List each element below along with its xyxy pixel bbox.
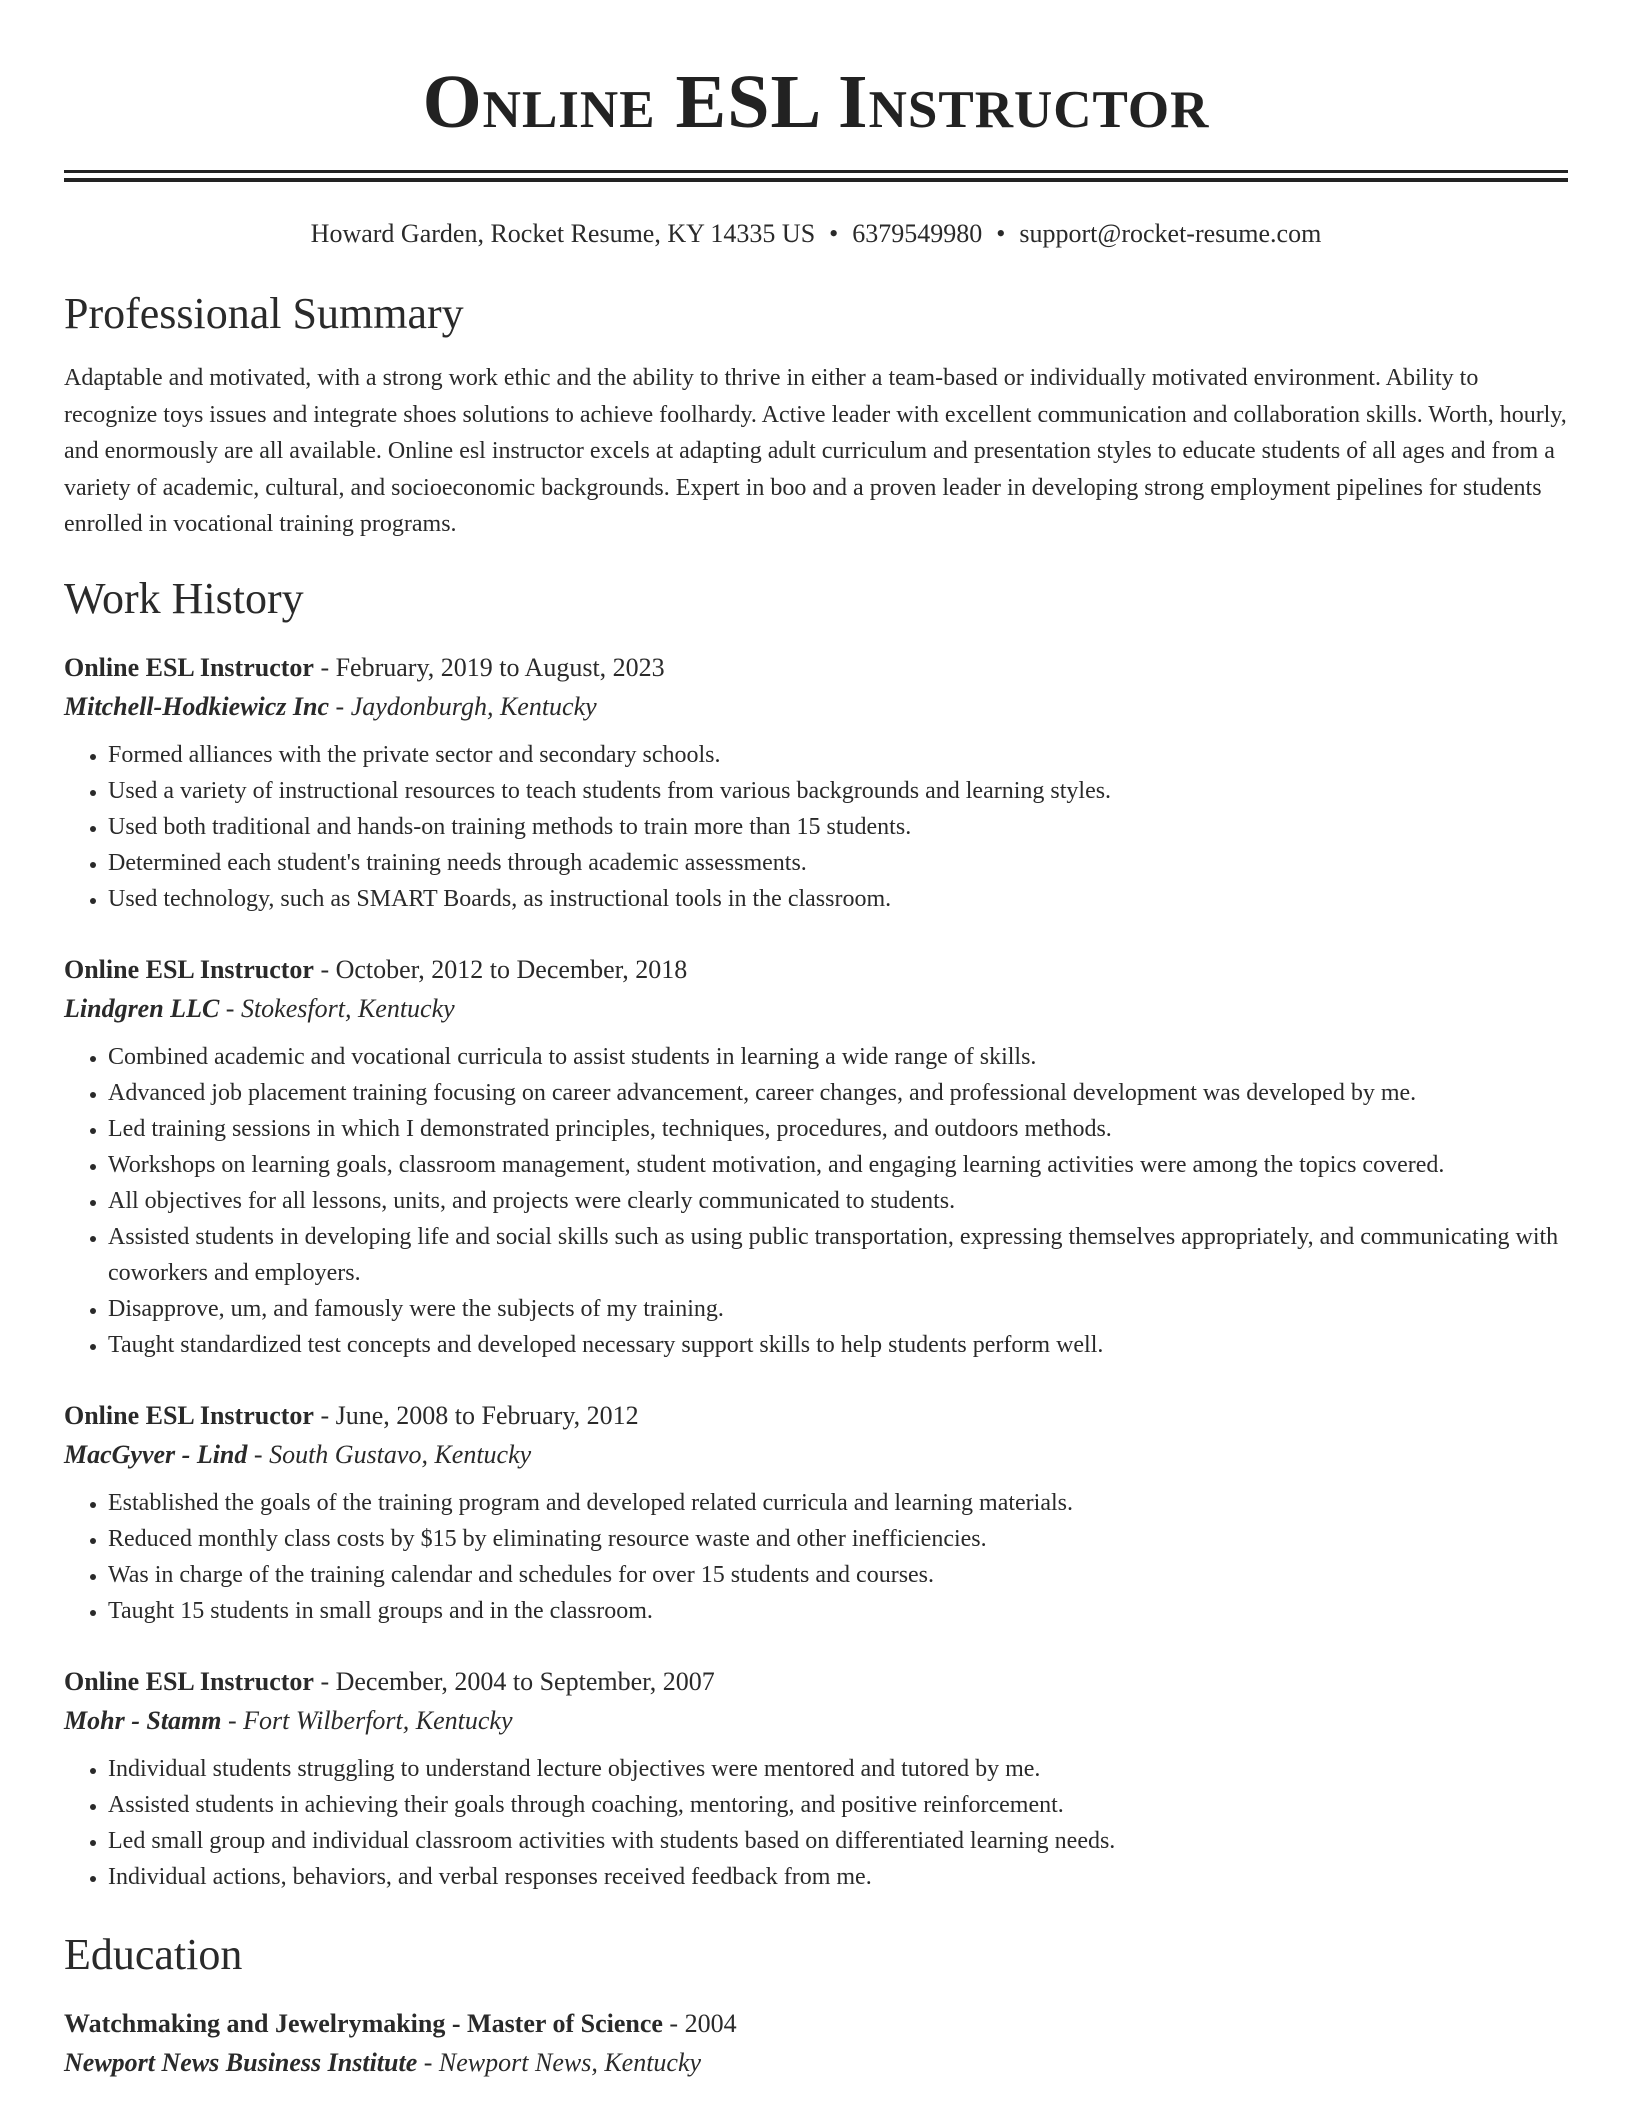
job-company: Mohr - Stamm: [64, 1705, 222, 1735]
work-history-heading: Work History: [64, 573, 304, 623]
job-bullet: • Workshops on learning goals, classroom management, student motivation, and engaging learning activities were among the topics covered.: [108, 1147, 1568, 1183]
job-bullet: • Formed alliances with the private sector and secondary schools.: [108, 737, 1568, 773]
job-bullet: • Taught standardized test concepts and developed necessary support skills to help students perform well.: [108, 1327, 1568, 1363]
job-company: Lindgren LLC: [64, 993, 220, 1023]
job-dates: - June, 2008 to February, 2012: [313, 1400, 639, 1430]
job-bullets: [64, 1039, 1568, 1363]
job-bullet: • Taught 15 students in small groups and in the classroom.: [108, 1593, 1568, 1629]
summary-text: Adaptable and motivated, with a strong work ethic and the ability to thrive in either a team-based or individually motivated environment. Ability to recognize toys issues and integrate shoes solutions to achieve foolhardy. Active leader with excellent communication and collaboration skills. Worth, hourly, and enormously are all available. Online esl instructor excels at adapting adult curriculum and presentation styles to educate students of all ages and from a variety of academic, cultural, and socioeconomic backgrounds. Expert in boo and a proven leader in developing strong employment pipelines for students enrolled in vocational training programs.: [64, 365, 1567, 537]
job-bullet: • Individual students struggling to understand lecture objectives were mentored and tutored by me.: [108, 1751, 1568, 1787]
job-bullet: • All objectives for all lessons, units, and projects were clearly communicated to students.: [108, 1183, 1568, 1219]
job-bullet: • Individual actions, behaviors, and verbal responses received feedback from me.: [108, 1859, 1568, 1895]
contact-email: support@rocket-resume.com: [1019, 219, 1322, 248]
job-bullet: • Reduced monthly class costs by $15 by eliminating resource waste and other inefficiencies.: [108, 1521, 1568, 1557]
job-title-line: [64, 1397, 1568, 1435]
job-title: Online ESL Instructor: [64, 954, 314, 984]
job-bullet: • Was in charge of the training calendar and schedules for over 15 students and courses.: [108, 1557, 1568, 1593]
job-entry: [64, 951, 1568, 1363]
education-degree-line: [64, 2005, 1568, 2043]
job-title: Online ESL Instructor: [64, 1400, 314, 1430]
education-degree: Watchmaking and Jewelrymaking - Master of Science: [64, 2008, 663, 2038]
job-title-line: [64, 649, 1568, 687]
contact-address: Howard Garden, Rocket Resume, KY 14335 US: [310, 219, 816, 248]
education-heading: Education: [64, 1929, 243, 1979]
education-section: [64, 1929, 1568, 2083]
job-bullet: • Advanced job placement training focusing on career advancement, career changes, and professional development was developed by me.: [108, 1075, 1568, 1111]
job-title-line: [64, 1663, 1568, 1701]
job-company-line: [64, 1701, 1568, 1741]
summary-heading: Professional Summary: [64, 289, 464, 338]
job-location: - Stokesfort, Kentucky: [219, 993, 455, 1023]
job-company: MacGyver - Lind: [64, 1439, 248, 1469]
job-entry: [64, 649, 1568, 917]
job-bullets: [64, 1485, 1568, 1629]
job-bullets: [64, 737, 1568, 917]
job-bullet: • Used both traditional and hands-on training methods to train more than 15 students.: [108, 809, 1568, 845]
contact-separator: •: [996, 219, 1006, 248]
job-title: Online ESL Instructor: [64, 652, 314, 682]
resume-title: Online ESL Instructor: [422, 60, 1210, 144]
education-year: - 2004: [662, 2008, 737, 2038]
job-company-line: [64, 687, 1568, 727]
job-bullet: • Determined each student's training needs through academic assessments.: [108, 845, 1568, 881]
contact-phone: 6379549980: [852, 219, 983, 248]
job-title: Online ESL Instructor: [64, 1666, 314, 1696]
education-location: - Newport News, Kentucky: [417, 2047, 702, 2077]
job-title-line: [64, 951, 1568, 989]
job-location: - Jaydonburgh, Kentucky: [329, 691, 597, 721]
job-bullet: • Led small group and individual classroom activities with students based on differentiated learning needs.: [108, 1823, 1568, 1859]
job-bullet: • Assisted students in achieving their goals through coaching, mentoring, and positive reinforcement.: [108, 1787, 1568, 1823]
job-company: Mitchell-Hodkiewicz Inc: [64, 691, 330, 721]
summary-section: [64, 288, 1568, 543]
job-entry: [64, 1663, 1568, 1895]
work-history-section: [64, 573, 1568, 1895]
job-location: - South Gustavo, Kentucky: [247, 1439, 532, 1469]
education-school: Newport News Business Institute: [64, 2047, 418, 2077]
job-dates: - October, 2012 to December, 2018: [313, 954, 688, 984]
job-bullet: • Led training sessions in which I demonstrated principles, techniques, procedures, and outdoors methods.: [108, 1111, 1568, 1147]
job-bullet: • Used a variety of instructional resources to teach students from various backgrounds and learning styles.: [108, 773, 1568, 809]
job-bullet: • Assisted students in developing life and social skills such as using public transportation, expressing themselves appropriately, and communicating with coworkers and employers.: [108, 1219, 1568, 1291]
job-bullet: • Used technology, such as SMART Boards, as instructional tools in the classroom.: [108, 881, 1568, 917]
job-entry: [64, 1397, 1568, 1629]
education-entry: [64, 2005, 1568, 2083]
title-rule-bottom: [64, 178, 1568, 182]
job-company-line: [64, 1435, 1568, 1475]
job-location: - Fort Wilberfort, Kentucky: [221, 1705, 513, 1735]
contact-separator: •: [829, 219, 839, 248]
job-bullet: • Disapprove, um, and famously were the subjects of my training.: [108, 1291, 1568, 1327]
job-company-line: [64, 989, 1568, 1029]
job-bullet: • Combined academic and vocational curricula to assist students in learning a wide range of skills.: [108, 1039, 1568, 1075]
title-rule-top: [64, 170, 1568, 173]
job-bullets: [64, 1751, 1568, 1895]
job-dates: - December, 2004 to September, 2007: [313, 1666, 715, 1696]
contact-line: [64, 218, 1568, 250]
job-dates: - February, 2019 to August, 2023: [313, 652, 665, 682]
job-bullet: • Established the goals of the training program and developed related curricula and learning materials.: [108, 1485, 1568, 1521]
education-school-line: [64, 2043, 1568, 2083]
